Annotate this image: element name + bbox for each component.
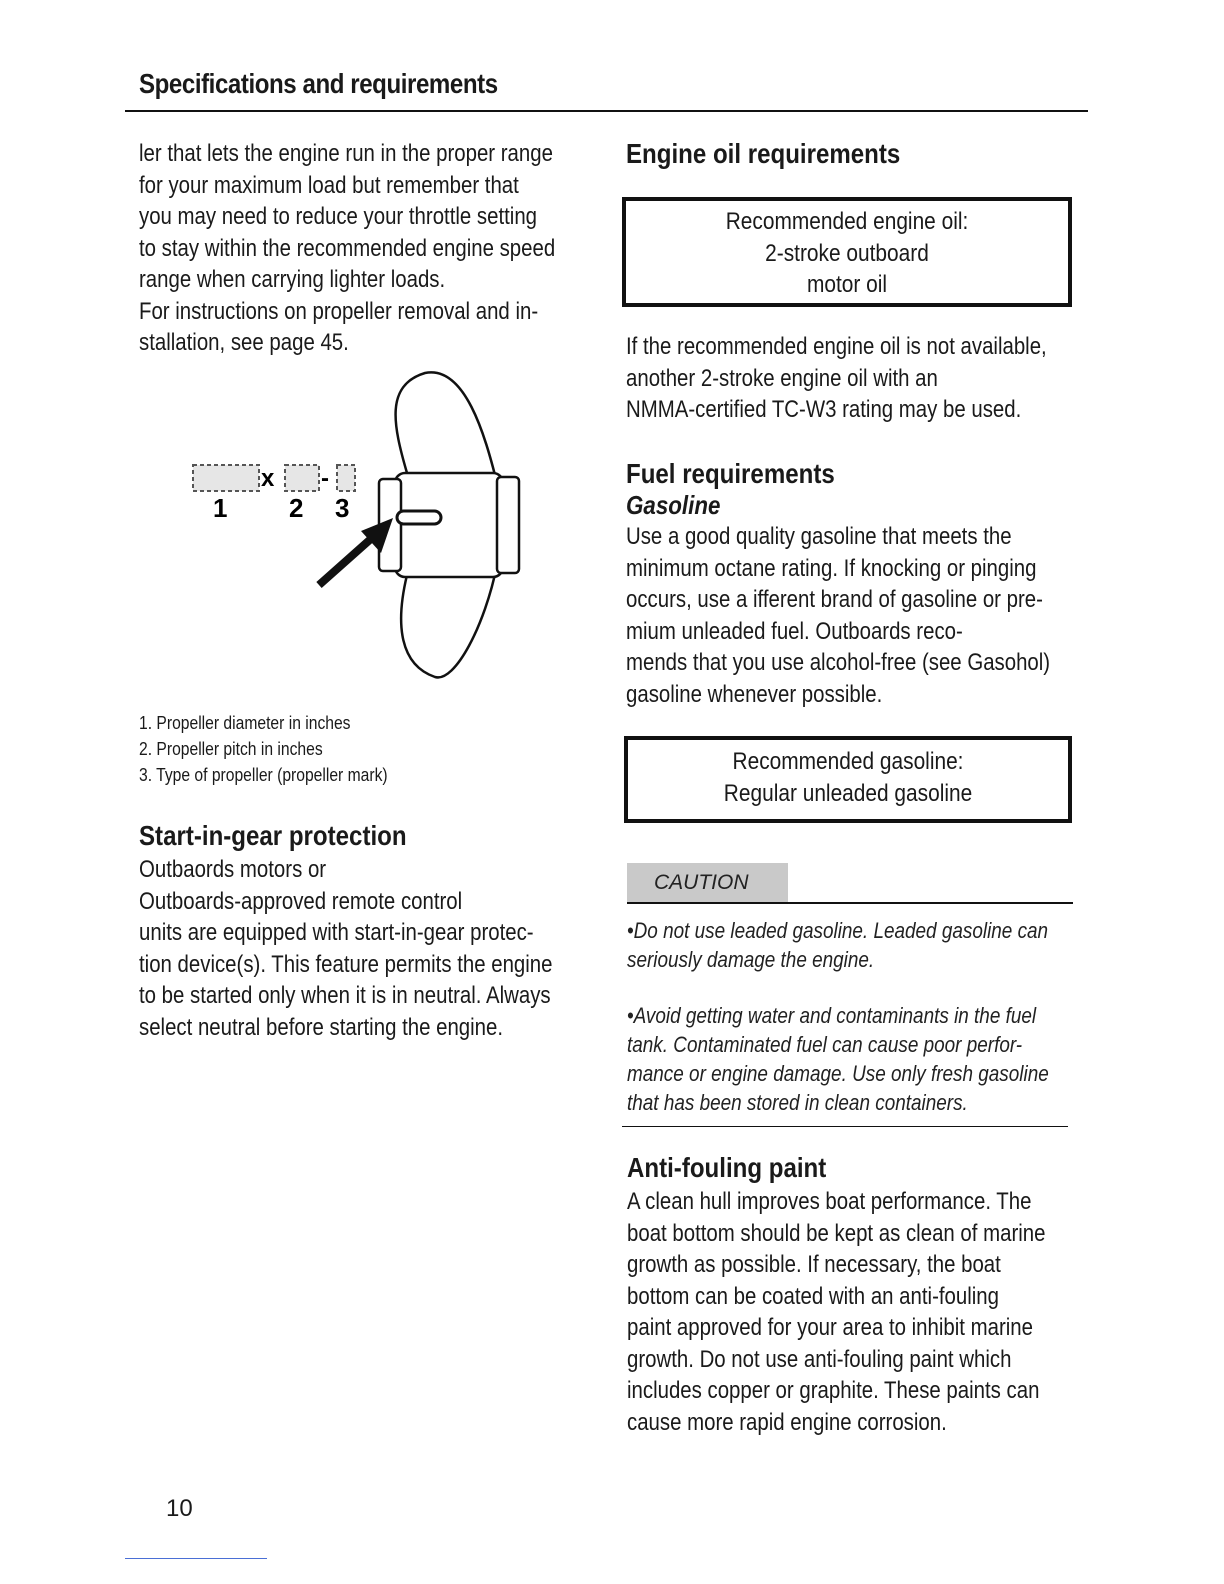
propeller-lower-blade: [401, 563, 497, 677]
left-column: [139, 138, 589, 359]
fuel-paragraph: [626, 521, 1051, 710]
propeller-hub-ring-right: [497, 477, 519, 573]
propeller-illustration: [185, 365, 530, 685]
sub-heading: Gasoline: [626, 490, 721, 520]
section-heading: Anti-fouling paint: [627, 1152, 827, 1183]
page-header-title: Specifications and requirements: [139, 68, 498, 99]
recommended-gasoline-box: [624, 736, 1072, 823]
section-heading: Start-in-gear protection: [139, 820, 407, 851]
box-line: 2-stroke outboard: [765, 239, 929, 267]
antifouling-section: [627, 1152, 1077, 1438]
text-line: mends that you use alcohol-free (see Gasohol): [626, 649, 1051, 676]
text-line: growth. Do not use anti-fouling paint which: [627, 1345, 1012, 1373]
box-line: Recommended gasoline:: [732, 748, 964, 775]
box-line: Regular unleaded gasoline: [723, 779, 973, 807]
engine-oil-section: [626, 138, 1076, 170]
figure-legend: [139, 710, 388, 788]
times-sign: x: [261, 465, 275, 492]
caution-label: CAUTION: [627, 863, 788, 902]
text-line: includes copper or graphite. These paints can: [627, 1377, 1040, 1404]
diameter-box: [193, 465, 259, 491]
box-line: Recommended engine oil:: [725, 208, 969, 235]
text-line: A clean hull improves boat performance. The: [627, 1188, 1032, 1215]
caution-top-rule: [627, 902, 1073, 904]
pitch-box: [285, 465, 319, 491]
callout-3: 3: [335, 493, 350, 523]
intro-paragraph: [139, 138, 556, 359]
caution-line: seriously damage the engine.: [627, 947, 875, 972]
legend-item: 1. Propeller diameter in inches: [139, 713, 351, 733]
text-line: to be started only when it is in neutral. Always: [139, 982, 551, 1009]
propeller-mark-slot: [397, 511, 441, 524]
text-line: occurs, use a ifferent brand of gasoline or pre-: [626, 586, 1043, 613]
caution-item-1: [627, 916, 1048, 974]
text-line: select neutral before starting the engine.: [139, 1013, 504, 1041]
page-number: 10: [166, 1495, 193, 1522]
text-line: mium unleaded fuel. Outboards reco-: [626, 617, 963, 645]
text-line: NMMA-certified TC-W3 rating may be used.: [626, 396, 1022, 423]
text-line: Outbaords motors or: [139, 856, 327, 883]
engine-oil-paragraph-wrap: [626, 331, 1076, 426]
engine-oil-paragraph: [626, 331, 1047, 426]
callout-1: 1: [213, 493, 228, 523]
fuel-section: [626, 458, 1076, 710]
text-line: growth as possible. If necessary, the boat: [627, 1251, 1001, 1278]
text-line: you may need to reduce your throttle setting: [139, 203, 538, 230]
caution-line: mance or engine damage. Use only fresh gasoline: [627, 1061, 1049, 1086]
mark-box: [337, 465, 355, 491]
caution-item-2: [627, 1001, 1049, 1117]
caution-line: tank. Contaminated fuel can cause poor perfor-: [627, 1032, 1023, 1057]
text-line: For instructions on propeller removal and in-: [139, 297, 539, 325]
section-heading: Fuel requirements: [626, 458, 835, 489]
footer-divider: [125, 1558, 267, 1559]
propeller-upper-blade: [396, 372, 497, 484]
dash-sign: -: [321, 465, 329, 492]
text-line: paint approved for your area to inhibit marine: [627, 1314, 1033, 1341]
text-line: ler that lets the engine run in the proper range: [139, 140, 553, 167]
legend-item: 3. Type of propeller (propeller mark): [139, 765, 388, 785]
text-line: bottom can be coated with an anti-fouling: [627, 1282, 999, 1310]
callout-2: 2: [289, 493, 304, 523]
text-line: units are equipped with start-in-gear protec-: [139, 919, 534, 946]
box-line: motor oil: [806, 271, 888, 298]
text-line: range when carrying lighter loads.: [139, 266, 446, 293]
section-heading: Engine oil requirements: [626, 138, 901, 169]
caution-line: •Avoid getting water and contaminants in the fuel: [627, 1003, 1037, 1028]
legend-item: 2. Propeller pitch in inches: [139, 739, 323, 759]
text-line: stallation, see page 45.: [139, 329, 349, 356]
text-line: minimum octane rating. If knocking or pinging: [626, 554, 1037, 582]
pointer-arrow-shaft: [319, 537, 373, 585]
header-divider: [125, 110, 1088, 112]
text-line: tion device(s). This feature permits the engine: [139, 950, 553, 978]
caution-bottom-rule: [622, 1126, 1068, 1127]
text-line: for your maximum load but remember that: [139, 171, 519, 199]
recommended-oil-box: [622, 197, 1072, 307]
text-line: If the recommended engine oil is not available,: [626, 333, 1047, 360]
text-line: boat bottom should be kept as clean of marine: [627, 1219, 1046, 1247]
text-line: Use a good quality gasoline that meets the: [626, 523, 1012, 550]
text-line: another 2-stroke engine oil with an: [626, 364, 938, 392]
start-in-gear-paragraph: [139, 854, 553, 1043]
start-in-gear-section: [139, 820, 589, 1043]
text-line: Outboards-approved remote control: [139, 887, 463, 915]
caution-line: that has been stored in clean containers.: [627, 1090, 968, 1115]
caution-line: •Do not use leaded gasoline. Leaded gasoline can: [627, 918, 1049, 943]
text-line: gasoline whenever possible.: [626, 680, 883, 708]
text-line: to stay within the recommended engine speed: [139, 234, 556, 262]
text-line: cause more rapid engine corrosion.: [627, 1408, 947, 1436]
antifouling-paragraph: [627, 1186, 1046, 1438]
